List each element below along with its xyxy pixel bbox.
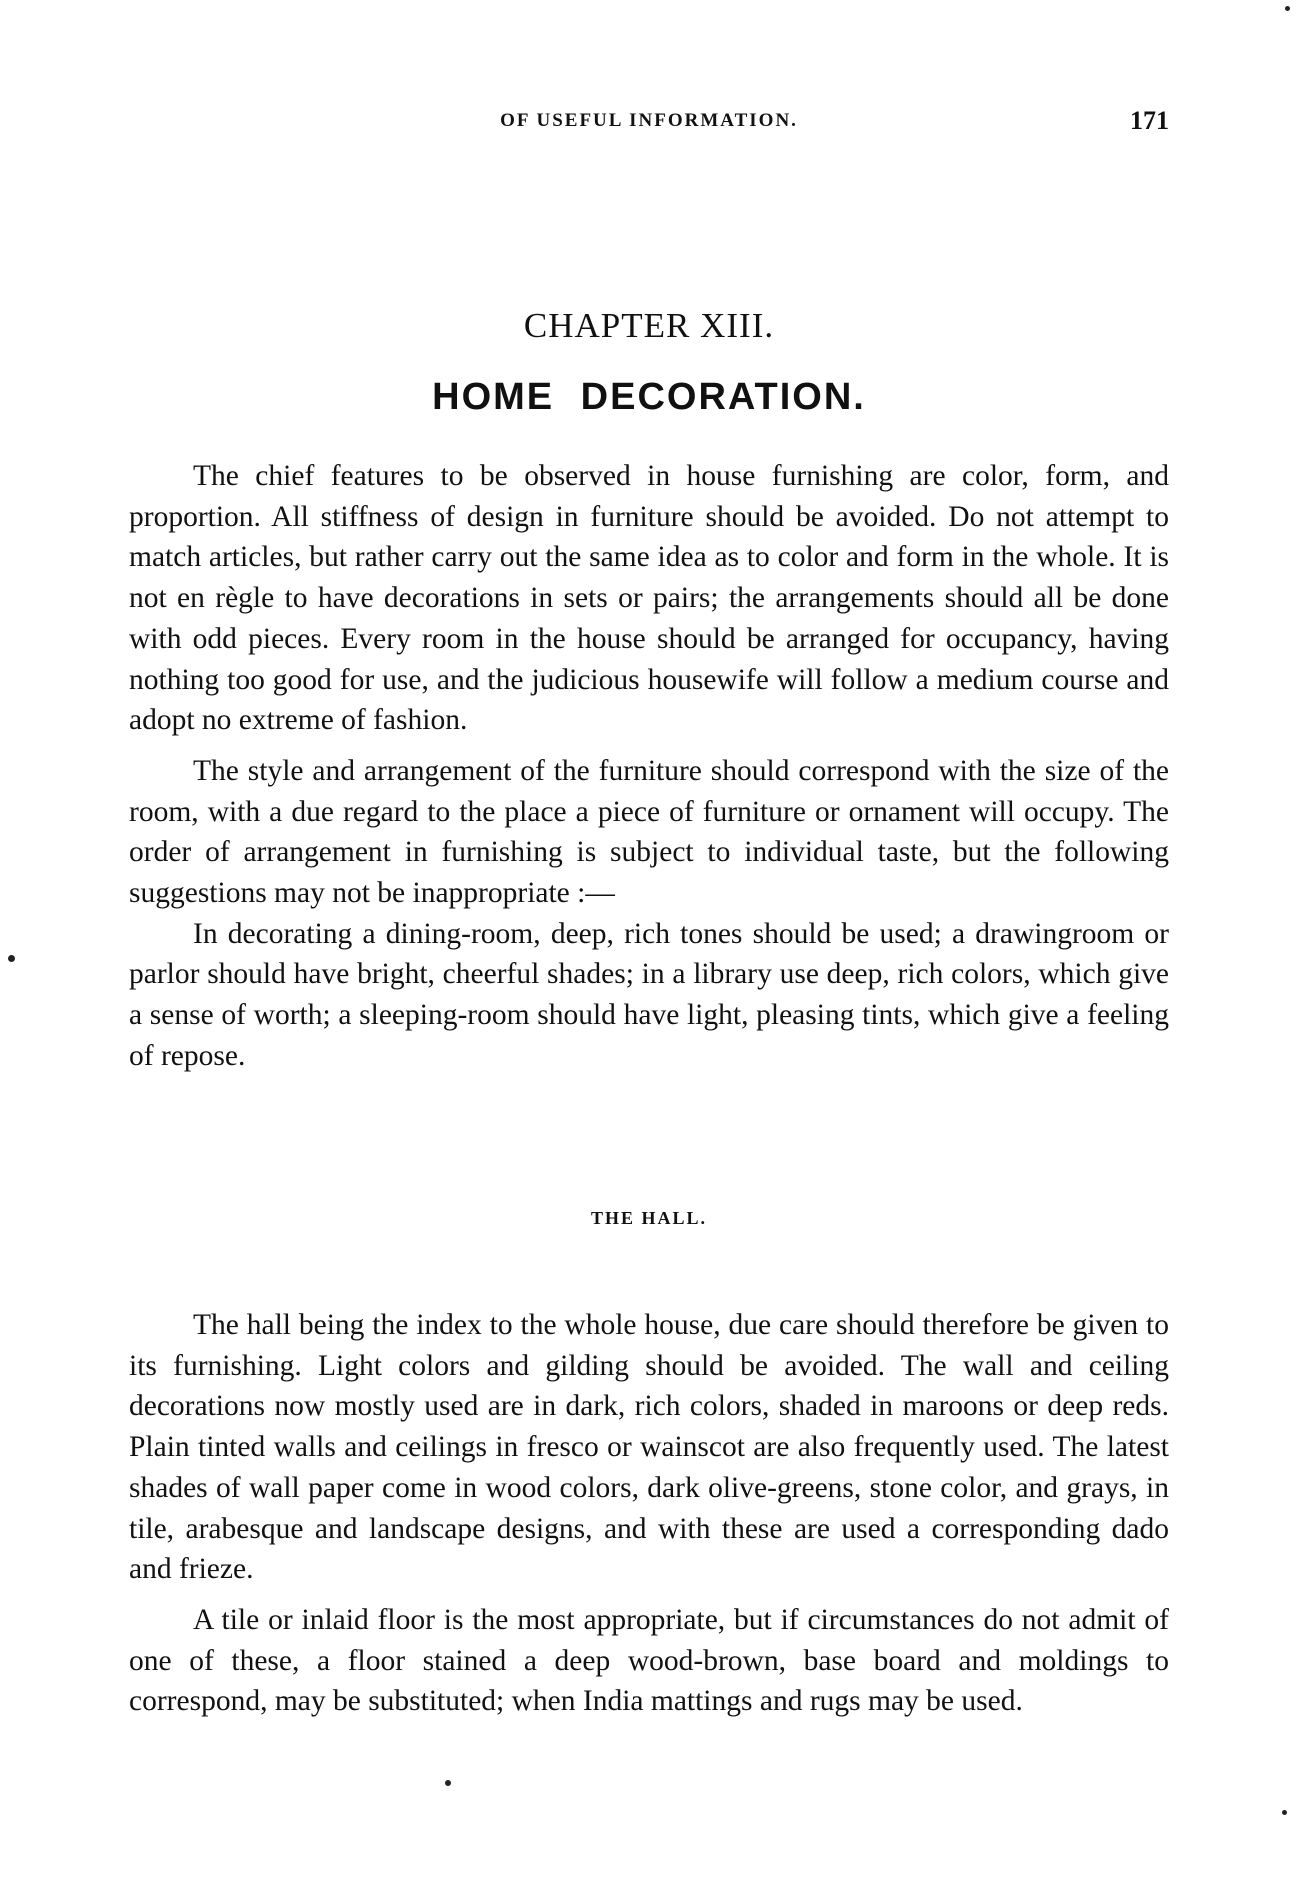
paragraph: The chief features to be observed in house furnishing are color, form, and proportion. All stiffness of design in furniture should be avoided. Do not attempt to match articles, but rather carry out the same idea as to color and form in the whole. It is not en règle to have decorations in sets or pairs; the arrangements should all be done with odd pieces. Every room in the house should be arranged for occupancy, having nothing too good for use, and the judicious housewife will follow a medium course and adopt no extreme of fashion. (129, 460, 1169, 737)
running-title: OF USEFUL INFORMATION. (500, 110, 798, 131)
paragraph: In decorating a dining-room, deep, rich tones should be used; a drawingroom or parlor should have bright, cheerful shades; in a library use deep, rich colors, which give a sense of worth; a sleeping-room should have light, pleasing tints, which give a feeling of repose. (129, 917, 1169, 1072)
section-heading: THE HALL. (590, 1208, 708, 1228)
chapter-label: CHAPTER XIII. (523, 306, 775, 345)
intro-text-block (129, 456, 1169, 1077)
chapter-title: HOME DECORATION. (432, 376, 866, 418)
paragraph: The hall being the index to the whole house, due care should therefore be given to its furnishing. Light colors and gilding should be avoided. The wall and ceiling decorations now mostly used are in dark, rich colors, shaded in maroons or deep reds. Plain tinted walls and ceilings in fresco or wainscot are also frequently used. The latest shades of wall paper come in wood colors, dark olive-greens, stone color, and grays, in tile, arabesque and landscape designs, and with these are used a corresponding dado and frieze. (129, 1309, 1169, 1586)
running-head (129, 106, 1169, 140)
paragraph: The style and arrangement of the furniture should correspond with the size of the room, with a due regard to the place a piece of furniture or ornament will occupy. The order of arrangement in furnishing is subject to individual taste, but the following suggestions may not be inappropriate :— (129, 754, 1169, 910)
scan-speck (8, 955, 15, 962)
hall-text-block (129, 1305, 1169, 1722)
scan-speck (1285, 6, 1290, 11)
paragraph: A tile or inlaid floor is the most appropriate, but if circumstances do not admit of one of these, a floor stained a deep wood-brown, base board and moldings to correspond, may be substituted; when India mattings and rugs may be used. (129, 1603, 1169, 1718)
page-number: 171 (1130, 106, 1169, 135)
scan-speck (445, 1780, 451, 1786)
scan-speck (1282, 1810, 1287, 1815)
